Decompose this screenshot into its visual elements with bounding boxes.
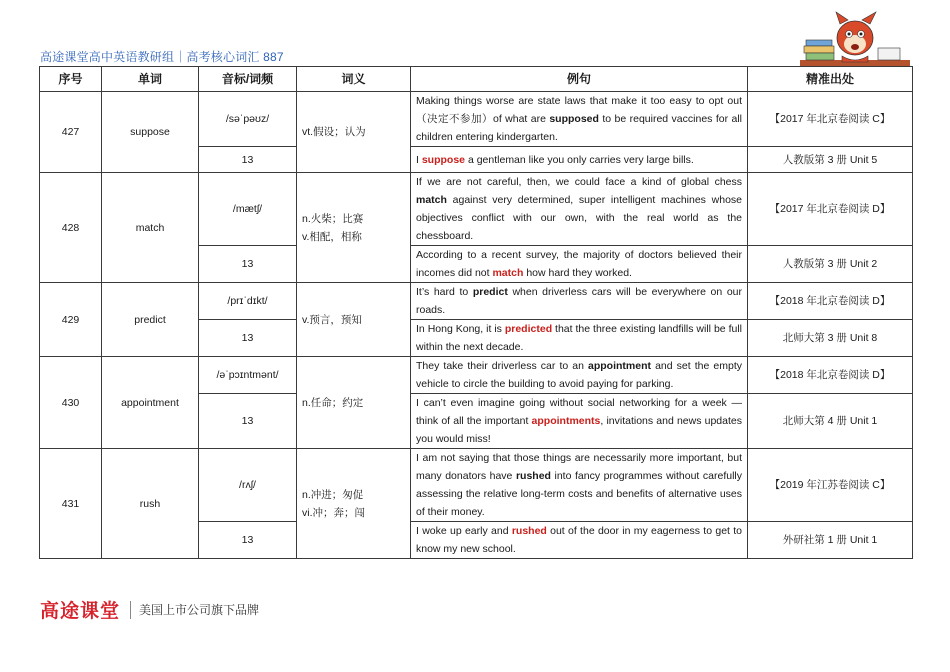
entry-meaning <box>297 449 411 559</box>
mascot-illustration-icon <box>800 10 910 68</box>
entry-word: match <box>102 173 199 283</box>
sentence-text: According to a recent survey, the majority of doctors believed their incomes did not <box>416 249 742 279</box>
entry-phonetic: /mætʃ/ <box>199 173 297 246</box>
example-sentence <box>411 320 748 357</box>
keyword-highlight-red: appointments <box>531 415 601 427</box>
brand-logo: 高途课堂 <box>40 601 121 622</box>
entry-frequency: 13 <box>199 246 297 283</box>
footer-brand <box>40 596 259 623</box>
example-sentence <box>411 147 748 173</box>
example-source: 人教版第 3 册 Unit 2 <box>748 246 913 283</box>
header-phonetic-frequency: 音标/词频 <box>199 67 297 92</box>
sentence-text: If we are not careful, then, we could face a kind of global chess <box>416 176 742 188</box>
example-sentence <box>411 246 748 283</box>
entry-word: predict <box>102 283 199 357</box>
entry-frequency: 13 <box>199 320 297 357</box>
sentence-text: a gentleman like you only carries very large bills. <box>465 153 694 166</box>
entry-number: 429 <box>40 283 102 357</box>
table-row <box>40 283 913 320</box>
keyword-highlight-red: suppose <box>421 153 466 166</box>
header-example: 例句 <box>411 67 748 92</box>
entry-word: suppose <box>102 92 199 173</box>
entry-meaning <box>297 173 411 283</box>
vocabulary-table <box>39 66 913 559</box>
sentence-text: into fancy programmes without carefully assessing the relative long-term costs and benefits of alternative uses of their money. <box>416 470 742 518</box>
entry-number: 431 <box>40 449 102 559</box>
keyword-highlight: appointment <box>588 360 652 372</box>
header-meaning: 词义 <box>297 67 411 92</box>
example-sentence <box>411 283 748 320</box>
entry-number: 428 <box>40 173 102 283</box>
brand-tagline: 美国上市公司旗下品牌 <box>139 603 260 617</box>
entry-word: rush <box>102 449 199 559</box>
sentence-text: In Hong Kong, it is <box>416 323 505 335</box>
footer-divider <box>130 601 131 619</box>
keyword-highlight-red: predicted <box>504 323 553 335</box>
sentence-text: that the three existing landfills will be full within the next decade. <box>416 323 742 353</box>
sentence-text: I woke up early and <box>416 525 512 537</box>
sentence-text: I <box>416 153 422 166</box>
meaning-line: vt.假设；认为 <box>302 126 366 138</box>
header-source: 精准出处 <box>748 67 913 92</box>
sentence-text: out of the door in my eagerness to get to know my new school. <box>416 525 742 555</box>
table-row <box>40 449 913 522</box>
example-source: 外研社第 1 册 Unit 1 <box>748 522 913 559</box>
meaning-line: n.火柴；比赛 <box>302 212 364 225</box>
entry-phonetic: /rʌʃ/ <box>199 449 297 522</box>
keyword-highlight-red: rushed <box>511 525 547 537</box>
keyword-highlight: supposed <box>549 113 599 125</box>
sentence-text: how hard they worked. <box>523 267 632 279</box>
sentence-text: I am not saying that those things are necessarily more important, but many donators have <box>416 452 742 482</box>
sentence-text: They take their driverless car to an <box>416 360 589 372</box>
example-sentence <box>411 449 748 522</box>
page-header-title: 高途课堂高中英语教研组｜高考核心词汇 887 <box>40 50 284 64</box>
meaning-line: vi.冲；奔；闯 <box>302 506 365 519</box>
example-source: 【2017 年北京卷阅读 D】 <box>748 173 913 246</box>
table-header-row <box>40 67 913 92</box>
keyword-highlight: predict <box>472 286 508 298</box>
header-word: 单词 <box>102 67 199 92</box>
entry-frequency: 13 <box>199 522 297 559</box>
entry-word: appointment <box>102 357 199 449</box>
sentence-text: against very determined, super intelligent machines whose objectives conflict with our own, with the real world as the chessboard. <box>416 194 742 242</box>
example-source: 【2018 年北京卷阅读 D】 <box>748 283 913 320</box>
table-row <box>40 92 913 147</box>
example-source: 【2019 年江苏卷阅读 C】 <box>748 449 913 522</box>
meaning-line: n.冲进；匆促 <box>302 488 364 501</box>
entry-frequency: 13 <box>199 394 297 449</box>
entry-phonetic: /prɪˈdɪkt/ <box>199 283 297 320</box>
sentence-text: and set the empty vehicle to circle the building to avoid paying for parking. <box>416 360 742 390</box>
example-source: 北师大第 3 册 Unit 8 <box>748 320 913 357</box>
example-sentence <box>411 357 748 394</box>
keyword-highlight-red: match <box>492 267 524 279</box>
table-row <box>40 357 913 394</box>
meaning-line: v.预言，预知 <box>302 313 362 326</box>
keyword-highlight: rushed <box>515 470 551 482</box>
entry-meaning <box>297 283 411 357</box>
sentence-text: , invitations and news updates you would miss! <box>416 415 742 445</box>
example-sentence <box>411 522 748 559</box>
entry-meaning <box>297 92 411 173</box>
header-number: 序号 <box>40 67 102 92</box>
entry-number: 427 <box>40 92 102 173</box>
example-sentence <box>411 394 748 449</box>
entry-meaning <box>297 357 411 449</box>
example-source: 【2017 年北京卷阅读 C】 <box>748 92 913 147</box>
entry-number: 430 <box>40 357 102 449</box>
example-source: 北师大第 4 册 Unit 1 <box>748 394 913 449</box>
entry-frequency: 13 <box>199 147 297 173</box>
example-sentence <box>411 92 748 147</box>
example-sentence <box>411 173 748 246</box>
sentence-text: when driverless cars will be everywhere on our roads. <box>416 286 742 316</box>
example-source: 人教版第 3 册 Unit 5 <box>748 147 913 173</box>
entry-phonetic: /əˈpɔɪntmənt/ <box>199 357 297 394</box>
sentence-text: I can’t even imagine going without social networking for a week — think of all the important <box>416 397 742 427</box>
meaning-line: n.任命；约定 <box>302 396 364 409</box>
example-source: 【2018 年北京卷阅读 D】 <box>748 357 913 394</box>
table-row <box>40 173 913 246</box>
meaning-line: v.相配，相称 <box>302 230 362 243</box>
sentence-text: Making things worse are state laws that make it too easy to opt out（决定不参加）of what are <box>416 95 742 125</box>
entry-phonetic: /səˈpəʊz/ <box>199 92 297 147</box>
sentence-text: It’s hard to <box>416 286 473 298</box>
sentence-text: to be required vaccines for all children entering kindergarten. <box>416 113 742 143</box>
keyword-highlight: match <box>416 194 447 206</box>
